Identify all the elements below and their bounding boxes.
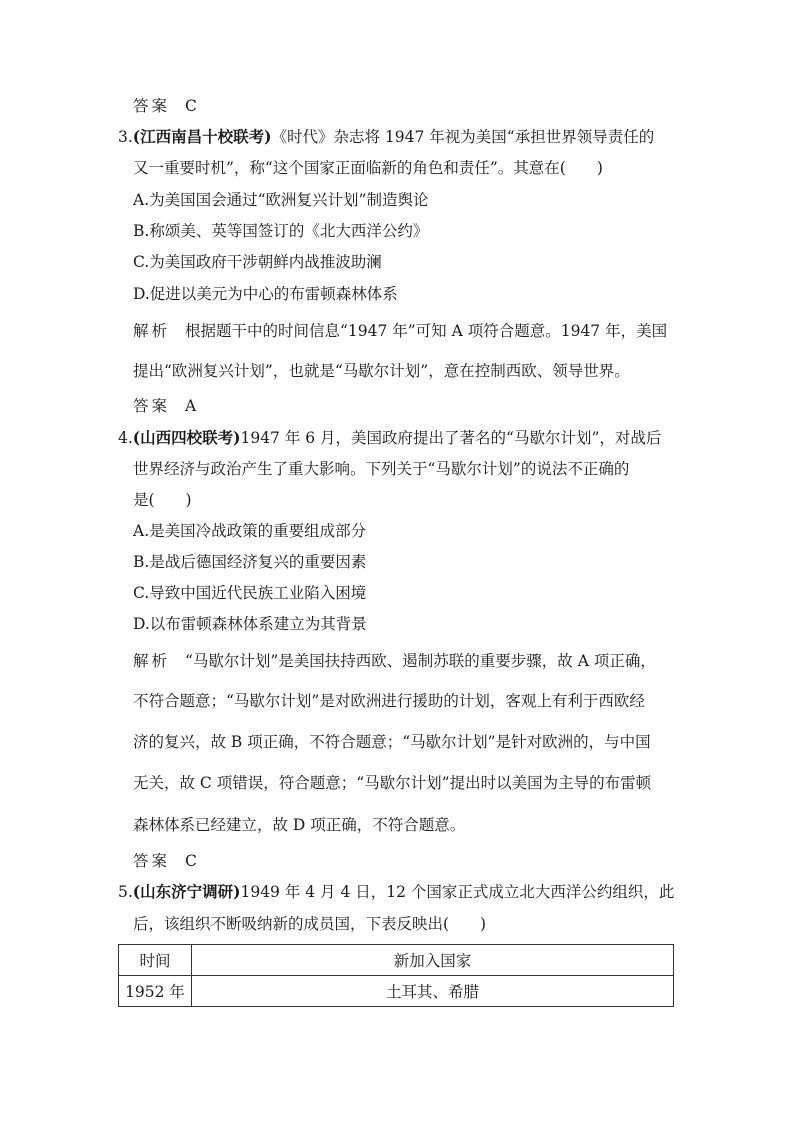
question-source: (山东济宁调研) xyxy=(132,882,241,901)
table-cell-time: 1952 年 xyxy=(119,976,192,1007)
q5-stem-line2: 后，该组织不断吸纳新的成员国，下表反映出( ) xyxy=(133,915,487,933)
q2-answer-line xyxy=(133,96,197,116)
question-number: 5. xyxy=(118,883,133,901)
analysis-text: 根据题干中的时间信息“1947 年”可知 A 项符合题意。1947 年，美国 xyxy=(184,322,668,340)
answer-value: C xyxy=(184,97,197,115)
q4-option-d: D.以布雷顿森林体系建立为其背景 xyxy=(133,615,367,633)
q4-stem-line2: 世界经济与政治产生了重大影响。下列关于“马歇尔计划”的说法不正确的 xyxy=(133,460,630,478)
analysis-label: 解析 xyxy=(133,322,171,340)
q3-option-c: C.为美国政府干涉朝鲜内战推波助澜 xyxy=(133,253,382,271)
question-stem: 1947 年 6 月，美国政府提出了著名的“马歇尔计划”，对战后 xyxy=(240,429,662,447)
q3-analysis-line2: 提出“欧洲复兴计划”，也就是“马歇尔计划”，意在控制西欧、领导世界。 xyxy=(133,362,630,380)
table-header-countries: 新加入国家 xyxy=(192,945,674,976)
q4-analysis-line5: 森林体系已经建立，故 D 项正确，不符合题意。 xyxy=(133,816,466,834)
q3-option-d: D.促进以美元为中心的布雷顿森林体系 xyxy=(133,285,398,303)
q3-analysis-line1 xyxy=(133,321,667,341)
answer-label: 答案 xyxy=(133,397,171,415)
table-header-row xyxy=(119,945,674,976)
analysis-label: 解析 xyxy=(133,652,171,670)
question-stem: 《时代》杂志将 1947 年视为美国“承担世界领导责任的 xyxy=(271,128,655,146)
question-stem: 1949 年 4 月 4 日，12 个国家正式成立北大西洋公约组织，此 xyxy=(240,883,675,901)
q3-option-a: A.为美国国会通过“欧洲复兴计划”制造舆论 xyxy=(133,191,429,209)
q4-analysis-line4: 无关，故 C 项错误，符合题意；“马歇尔计划”提出时以美国为主导的布雷顿 xyxy=(133,774,652,792)
answer-value: C xyxy=(184,852,197,870)
q4-stem-line1 xyxy=(118,428,661,448)
q3-answer-line xyxy=(133,396,196,416)
question-number: 4. xyxy=(118,429,133,447)
q4-stem-line3: 是( ) xyxy=(133,491,192,509)
q3-option-b: B.称颂美、英等国签订的《北大西洋公约》 xyxy=(133,222,429,240)
q4-option-b: B.是战后德国经济复兴的重要因素 xyxy=(133,553,367,571)
q4-answer-line xyxy=(133,851,197,871)
q4-analysis-line1 xyxy=(133,651,656,671)
q3-stem-line1 xyxy=(118,127,654,147)
q3-stem-line2: 又一重要时机”，称“这个国家正面临新的角色和责任”。其意在( ) xyxy=(133,159,603,177)
table-header-time: 时间 xyxy=(119,945,192,976)
answer-label: 答案 xyxy=(133,97,171,115)
q4-option-a: A.是美国冷战政策的重要组成部分 xyxy=(133,522,367,540)
q4-analysis-line3: 济的复兴，故 B 项正确，不符合题意；“马歇尔计划”是针对欧洲的，与中国 xyxy=(133,733,651,751)
analysis-text: “马歇尔计划”是美国扶持西欧、遏制苏联的重要步骤，故 A 项正确， xyxy=(184,652,656,670)
question-source: (江西南昌十校联考) xyxy=(132,127,272,146)
table-cell-countries: 土耳其、希腊 xyxy=(192,976,674,1007)
question-number: 3. xyxy=(118,128,133,146)
answer-value: A xyxy=(184,397,197,415)
q5-stem-line1 xyxy=(118,882,674,902)
nato-members-table xyxy=(118,944,674,1007)
q4-option-c: C.导致中国近代民族工业陷入困境 xyxy=(133,584,367,602)
q4-analysis-line2: 不符合题意；“马歇尔计划”是对欧洲进行援助的计划，客观上有利于西欧经 xyxy=(133,692,645,710)
table-row xyxy=(119,976,674,1007)
answer-label: 答案 xyxy=(133,852,171,870)
question-source: (山西四校联考) xyxy=(132,428,241,447)
